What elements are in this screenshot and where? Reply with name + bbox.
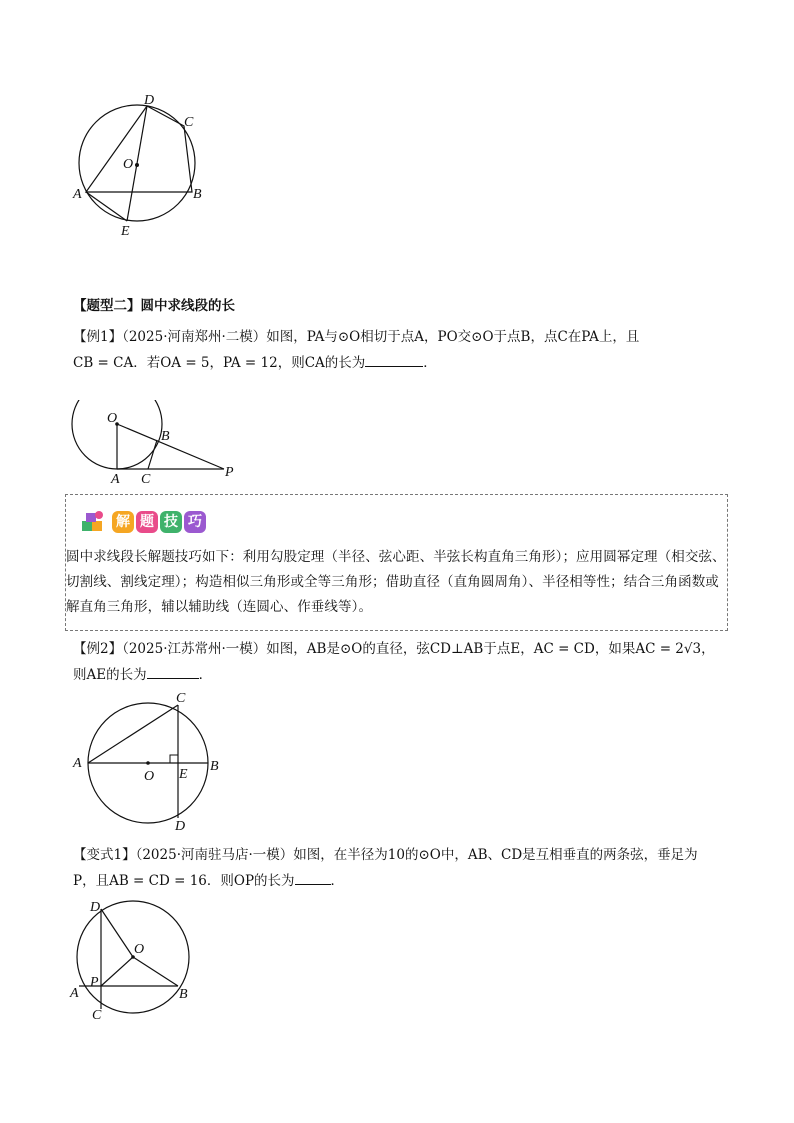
variant1-line2-text: P，且AB = CD = 16．则OP的长为: [73, 873, 295, 889]
label-o: O: [134, 942, 145, 957]
answer-blank-2: [147, 664, 199, 679]
example1-line1: 【例1】（2025·河南郑州·二模）如图，PA与⊙O相切于点A，PO交⊙O于点B，点C在PA上，且: [73, 329, 640, 345]
example1-line2: [73, 352, 437, 374]
label-d: D: [144, 93, 155, 108]
tips-char-2: 题: [136, 511, 158, 533]
example2-line1: 【例2】（2025·江苏常州·一模）如图，AB是⊙O的直径，弦CD⊥AB于点E，AC = CD，如果AC = 2√3，: [73, 641, 715, 657]
label-b: B: [210, 759, 219, 774]
label-a: A: [111, 472, 120, 487]
label-o: O: [107, 411, 118, 426]
label-o: O: [123, 157, 134, 172]
tips-char-3: 技: [160, 511, 182, 533]
label-d: D: [175, 819, 186, 834]
tips-char-4: 巧: [184, 511, 206, 533]
tips-char-1: 解: [112, 511, 134, 533]
tips-badge: [80, 509, 208, 535]
example2-line2: [73, 664, 212, 686]
variant1-line2: [73, 870, 344, 892]
variant1-line1: 【变式1】（2025·河南驻马店·一模）如图，在半径为10的⊙O中，AB、CD是互相垂直的两条弦，垂足为: [73, 847, 698, 863]
answer-blank-1: [365, 352, 423, 367]
label-c: C: [176, 691, 186, 706]
label-a: A: [73, 756, 82, 771]
answer-blank-3: [295, 870, 331, 885]
label-c: C: [92, 1008, 102, 1023]
label-b: B: [179, 987, 188, 1002]
puzzle-icon: [80, 509, 106, 535]
label-e: E: [121, 224, 130, 239]
label-b: B: [161, 429, 170, 444]
tips-box: [65, 494, 728, 631]
label-a: A: [70, 986, 79, 1001]
label-d: D: [90, 900, 101, 915]
example2-line2-text: 则AE的长为: [73, 667, 147, 683]
label-p: P: [90, 975, 99, 990]
figure-2-tangent: [64, 400, 244, 490]
label-c: C: [141, 472, 151, 487]
figure-1-circle-quadrilateral: [60, 88, 220, 248]
example1-line2-text: CB = CA．若OA = 5，PA = 12，则CA的长为: [73, 355, 366, 371]
section-title: 【题型二】圆中求线段的长: [73, 298, 235, 314]
label-e: E: [179, 767, 188, 782]
figure-4-perpendicular-chords: [62, 896, 202, 1026]
example2-line2-end: ．: [198, 667, 213, 683]
label-p: P: [225, 465, 234, 480]
label-o: O: [144, 769, 155, 784]
tips-text: 圆中求线段长解题技巧如下：利用勾股定理（半径、弦心距、半弦长构直角三角形）；应用圆幂定理（相交弦、切割线、割线定理）；构造相似三角形或全等三角形；借助直径（直角圆周角）、半径相等性；结合三角函数或解直角三角形，辅以辅助线（连圆心、作垂线等）。: [66, 549, 726, 615]
variant1-line2-end: ．: [330, 873, 345, 889]
label-c: C: [184, 115, 194, 130]
example1-line2-end: ．: [423, 355, 437, 371]
figure-3-diameter-chord: [66, 690, 236, 835]
label-b: B: [193, 187, 202, 202]
label-a: A: [73, 187, 82, 202]
